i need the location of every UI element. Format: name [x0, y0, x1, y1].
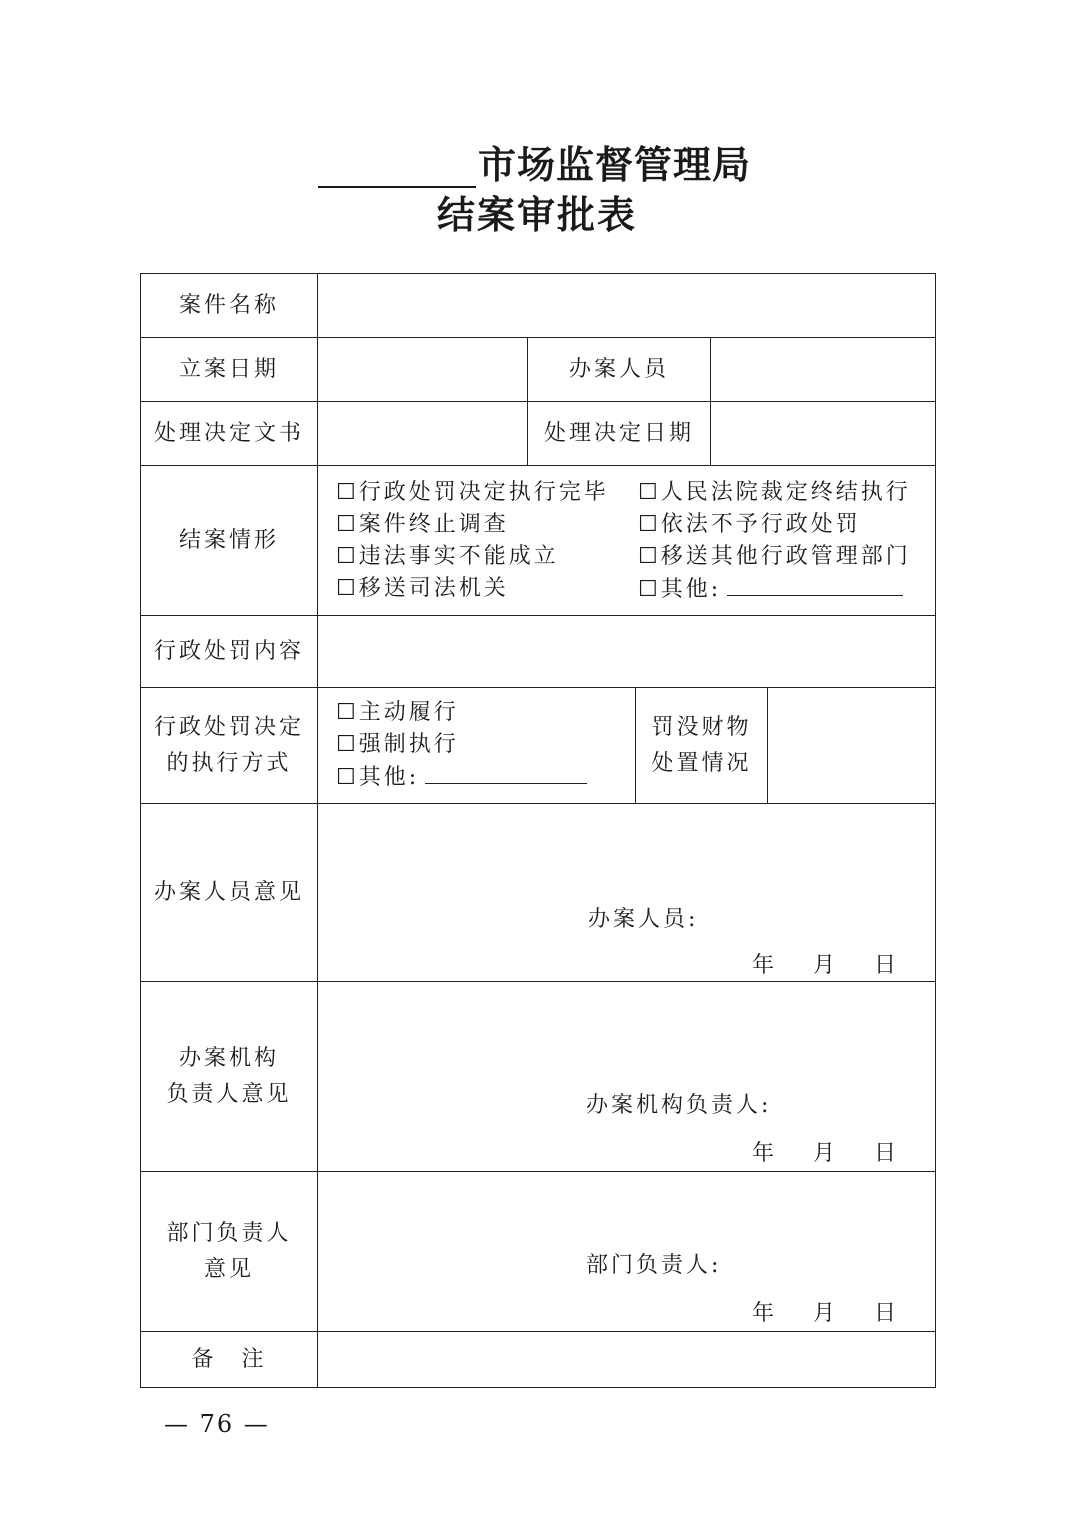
- closure-option[interactable]: ☐移送其他行政管理部门: [638, 544, 911, 569]
- org-opinion-label-line-1: 办案机构: [178, 1045, 279, 1071]
- exec-option-label: 强制执行: [358, 732, 459, 757]
- closure-option-label: 案件终止调查: [358, 512, 509, 537]
- closure-option-label: 违法事实不能成立: [358, 544, 559, 569]
- closure-option[interactable]: ☐移送司法机关: [336, 576, 509, 601]
- exec-option-label: 主动履行: [358, 700, 459, 725]
- closure-option-label: 其他:: [660, 577, 722, 602]
- exec-option-other[interactable]: ☐其他:: [336, 761, 635, 794]
- org-signature-label: 办案机构负责人:: [586, 1093, 772, 1118]
- date-month: 月: [813, 1301, 839, 1326]
- row-remarks: [141, 1332, 936, 1388]
- penalty-content-label: 行政处罚内容: [141, 616, 318, 688]
- decision-date-label: 处理决定日期: [528, 402, 711, 466]
- row-dept-opinion: [141, 1172, 936, 1332]
- exec-other-blank[interactable]: [425, 761, 587, 784]
- dept-opinion-field[interactable]: [318, 1172, 936, 1332]
- row-filing-date: [141, 338, 936, 402]
- closure-option[interactable]: ☐案件终止调查: [336, 512, 509, 537]
- exec-method-label-line-2: 的执行方式: [166, 750, 292, 776]
- date-day: 日: [874, 1301, 900, 1326]
- handler-label: 办案人员: [528, 338, 711, 402]
- closure-option-label: 移送司法机关: [358, 576, 509, 601]
- exec-option-label: 其他:: [358, 765, 420, 790]
- closure-option-label: 人民法院裁定终结执行: [660, 480, 911, 505]
- closure-option[interactable]: ☐行政处罚决定执行完毕: [336, 480, 609, 505]
- org-opinion-label: [141, 982, 318, 1172]
- decision-doc-field[interactable]: [318, 402, 528, 466]
- exec-options: [318, 689, 635, 802]
- exec-option[interactable]: ☐主动履行: [336, 700, 459, 725]
- page-number: — 76 —: [164, 1410, 270, 1438]
- row-org-opinion: [141, 982, 936, 1172]
- row-closure: [141, 466, 936, 616]
- confiscated-label-line-2: 处置情况: [651, 750, 752, 776]
- dept-sign-date: [726, 1296, 899, 1327]
- exec-option[interactable]: ☐强制执行: [336, 732, 459, 757]
- penalty-content-field[interactable]: [318, 616, 936, 688]
- date-day: 日: [874, 1141, 900, 1166]
- filing-date-label: 立案日期: [141, 338, 318, 402]
- dept-signature-label: 部门负责人:: [586, 1253, 722, 1278]
- org-opinion-field[interactable]: [318, 982, 936, 1172]
- date-month: 月: [813, 1141, 839, 1166]
- closure-options-cell: [318, 466, 936, 616]
- org-opinion-label-line-2: 负责人意见: [166, 1081, 292, 1107]
- exec-options-cell: [318, 688, 636, 804]
- date-day: 日: [874, 953, 900, 978]
- exec-method-label: [141, 688, 318, 804]
- bureau-title: 市场监督管理局: [478, 142, 752, 187]
- row-handler-opinion: [141, 804, 936, 982]
- closure-option-other[interactable]: ☐其他:: [638, 573, 935, 606]
- handler-signature-label: 办案人员:: [588, 907, 699, 932]
- closure-other-blank[interactable]: [727, 573, 903, 596]
- date-month: 月: [813, 953, 839, 978]
- bureau-name-blank[interactable]: [318, 140, 476, 188]
- case-name-field[interactable]: [318, 274, 936, 338]
- handler-sign-date: [726, 948, 899, 979]
- remarks-label: 备 注: [141, 1332, 318, 1388]
- form-name: 结案审批表: [436, 192, 637, 237]
- title-line-1: [318, 128, 751, 188]
- confiscated-field[interactable]: [768, 688, 936, 804]
- filing-date-field[interactable]: [318, 338, 528, 402]
- decision-date-field[interactable]: [711, 402, 936, 466]
- date-year: 年: [752, 1141, 778, 1166]
- closure-option-label: 依法不予行政处罚: [660, 512, 861, 537]
- date-year: 年: [752, 953, 778, 978]
- row-decision: [141, 402, 936, 466]
- handler-opinion-label: 办案人员意见: [141, 804, 318, 982]
- closure-option[interactable]: ☐人民法院裁定终结执行: [638, 480, 911, 505]
- dept-opinion-label-line-1: 部门负责人: [166, 1220, 292, 1246]
- closure-option[interactable]: ☐违法事实不能成立: [336, 544, 559, 569]
- case-name-label: 案件名称: [141, 274, 318, 338]
- handler-field[interactable]: [711, 338, 936, 402]
- confiscated-label: [636, 688, 768, 804]
- dept-opinion-label-line-2: 意见: [203, 1256, 254, 1282]
- closure-label: 结案情形: [141, 466, 318, 616]
- remarks-field[interactable]: [318, 1332, 936, 1388]
- confiscated-label-line-1: 罚没财物: [651, 714, 752, 740]
- handler-opinion-field[interactable]: [318, 804, 936, 982]
- closure-option[interactable]: ☐依法不予行政处罚: [638, 512, 861, 537]
- row-penalty-content: [141, 616, 936, 688]
- dept-opinion-label: [141, 1172, 318, 1332]
- org-sign-date: [726, 1136, 899, 1167]
- closure-options: [318, 467, 935, 614]
- exec-method-label-line-1: 行政处罚决定: [153, 714, 304, 740]
- case-closure-approval-table: [140, 273, 936, 1388]
- row-exec-method: [141, 688, 936, 804]
- date-year: 年: [752, 1301, 778, 1326]
- closure-option-label: 行政处罚决定执行完毕: [358, 480, 609, 505]
- row-case-name: [141, 274, 936, 338]
- closure-option-label: 移送其他行政管理部门: [660, 544, 911, 569]
- decision-doc-label: 处理决定文书: [141, 402, 318, 466]
